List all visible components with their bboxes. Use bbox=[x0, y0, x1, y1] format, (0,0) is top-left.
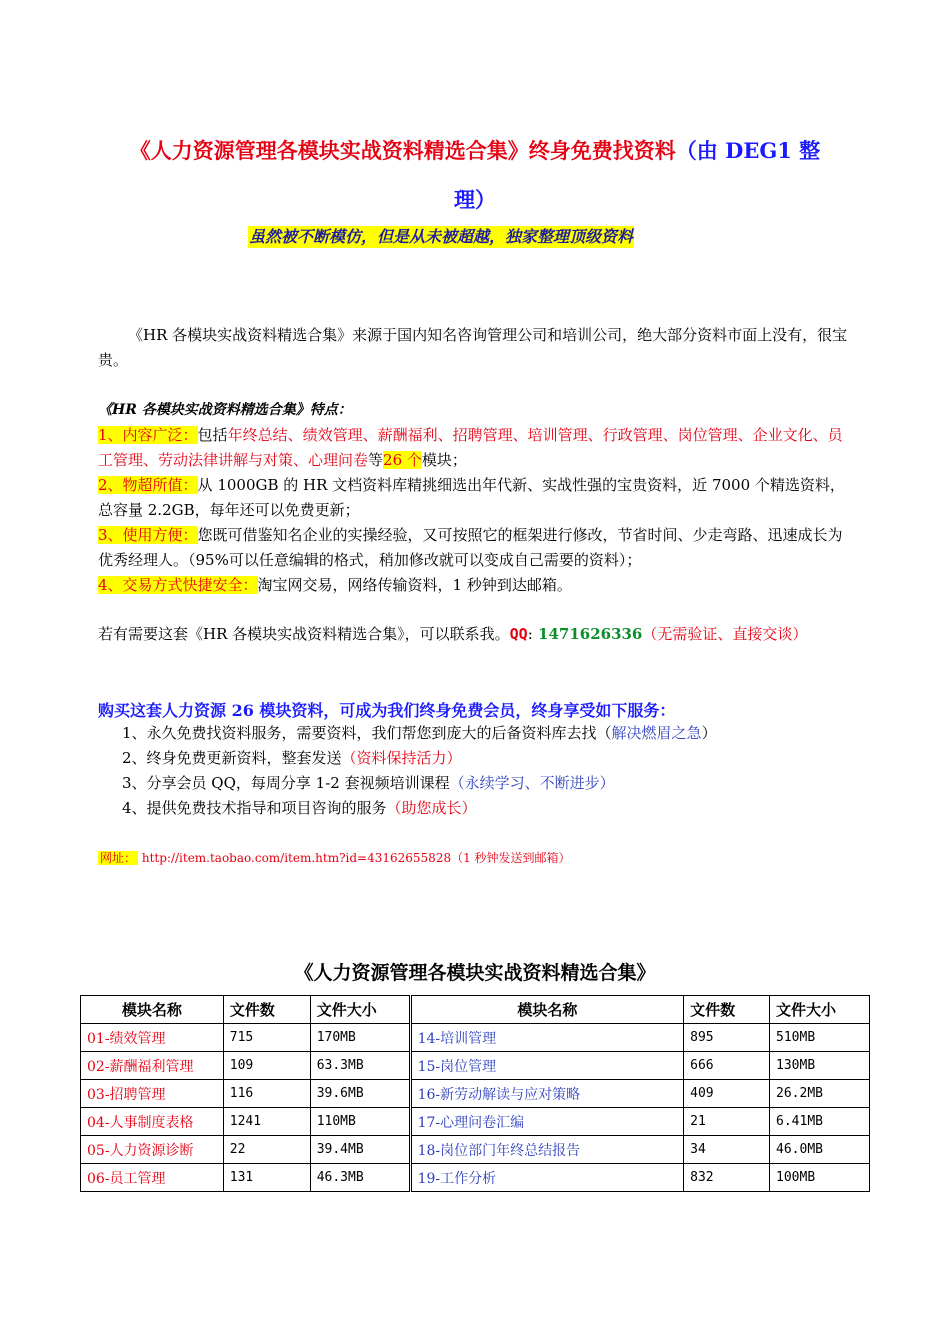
file-size-cell: 26.2MB bbox=[770, 1080, 870, 1108]
module-name-cell: 14-培训管理 bbox=[410, 1024, 684, 1052]
service-4 bbox=[122, 796, 477, 821]
header-module-name: 模块名称 bbox=[81, 996, 224, 1024]
feature-2-label: 2、物超所值： bbox=[98, 476, 198, 494]
file-count-cell: 116 bbox=[223, 1080, 310, 1108]
table-row bbox=[81, 1108, 870, 1136]
table-row bbox=[81, 1136, 870, 1164]
file-size-cell: 63.3MB bbox=[310, 1052, 410, 1080]
feature-3 bbox=[98, 523, 852, 573]
feature-4 bbox=[98, 573, 852, 598]
service-1-end: ） bbox=[701, 724, 717, 742]
file-count-cell: 666 bbox=[684, 1052, 770, 1080]
feature-1-modules: 年终总结、绩效管理、薪酬福利、招聘管理、培训管理、行政管理、岗位管理、企业文化、员工管理、劳动法律讲解与对策、心理问卷 bbox=[98, 426, 843, 469]
service-3 bbox=[122, 771, 615, 796]
header-file-size-2: 文件大小 bbox=[770, 996, 870, 1024]
service-3-text: 3、分享会员 QQ，每周分享 1-2 套视频培训课程 bbox=[122, 774, 450, 792]
file-count-cell: 409 bbox=[684, 1080, 770, 1108]
file-count-cell: 109 bbox=[223, 1052, 310, 1080]
file-size-cell: 46.3MB bbox=[310, 1164, 410, 1192]
file-count-cell: 1241 bbox=[223, 1108, 310, 1136]
intro-text: 《HR 各模块实战资料精选合集》来源于国内知名咨询管理公司和培训公司，绝大部分资料市面上没有，很宝贵。 bbox=[98, 326, 848, 369]
qq-number: 1471626336 bbox=[532, 625, 643, 643]
file-count-cell: 715 bbox=[223, 1024, 310, 1052]
membership-heading: 购买这套人力资源 26 模块资料，可成为我们终身免费会员，终身享受如下服务： bbox=[98, 701, 676, 720]
feature-2-text: 从 1000GB 的 HR 文档资料库精挑细选出年代新、实战性强的宝贵资料，近 7000 个精选资料，总容量 2.2GB，每年还可以免费更新； bbox=[98, 476, 845, 519]
module-name-cell: 05-人力资源诊断 bbox=[81, 1136, 224, 1164]
table-row bbox=[81, 1080, 870, 1108]
module-name-cell: 03-招聘管理 bbox=[81, 1080, 224, 1108]
feature-1-mid: 等 bbox=[368, 451, 384, 469]
file-count-cell: 131 bbox=[223, 1164, 310, 1192]
module-name-cell: 06-员工管理 bbox=[81, 1164, 224, 1192]
feature-1-pre: 包括 bbox=[197, 426, 228, 444]
title-blue-part: （由 DEG1 整 bbox=[675, 138, 821, 163]
feature-1-label: 1、内容广泛： bbox=[98, 426, 198, 444]
module-name-cell: 16-新劳动解读与应对策略 bbox=[410, 1080, 684, 1108]
header-file-count: 文件数 bbox=[223, 996, 310, 1024]
intro-paragraph bbox=[98, 323, 852, 373]
url-line bbox=[98, 849, 571, 866]
file-size-cell: 46.0MB bbox=[770, 1136, 870, 1164]
contact-line bbox=[98, 622, 852, 647]
table-row bbox=[81, 1052, 870, 1080]
url-link[interactable]: http://item.taobao.com/item.htm?id=43162655828 bbox=[141, 851, 452, 865]
contact-note: （无需验证、直接交谈） bbox=[642, 625, 808, 643]
file-count-cell: 832 bbox=[684, 1164, 770, 1192]
modules-table bbox=[80, 995, 870, 1192]
file-size-cell: 100MB bbox=[770, 1164, 870, 1192]
service-1-note: 解决燃眉之急 bbox=[611, 724, 702, 742]
document-title-continued bbox=[100, 185, 850, 215]
document-title bbox=[100, 136, 850, 166]
service-2-text: 2、终身免费更新资料，整套发送 bbox=[122, 749, 342, 767]
service-2 bbox=[122, 746, 462, 771]
feature-1-count: 26 个 bbox=[383, 451, 422, 469]
module-name-cell: 18-岗位部门年终总结报告 bbox=[410, 1136, 684, 1164]
title-red-part: 《人力资源管理各模块实战资料精选合集》终身免费找资料 bbox=[129, 138, 676, 163]
file-size-cell: 39.6MB bbox=[310, 1080, 410, 1108]
file-count-cell: 21 bbox=[684, 1108, 770, 1136]
feature-2 bbox=[98, 473, 852, 523]
file-size-cell: 130MB bbox=[770, 1052, 870, 1080]
module-name-cell: 01-绩效管理 bbox=[81, 1024, 224, 1052]
contact-text: 若有需要这套《HR 各模块实战资料精选合集》，可以联系我。 bbox=[98, 625, 510, 643]
table-row bbox=[81, 1164, 870, 1192]
module-name-cell: 04-人事制度表格 bbox=[81, 1108, 224, 1136]
contact-paragraph bbox=[98, 622, 852, 647]
qq-colon: : bbox=[527, 625, 533, 643]
feature-3-text: 您既可借鉴知名企业的实操经验，又可按照它的框架进行修改，节省时间、少走弯路、迅速成长为优秀经理人。（95%可以任意编辑的格式，稍加修改就可以变成自己需要的资料）； bbox=[98, 526, 843, 569]
module-name-cell: 15-岗位管理 bbox=[410, 1052, 684, 1080]
features-section bbox=[98, 398, 852, 598]
service-1-text: 1、永久免费找资料服务，需要资料，我们帮您到庞大的后备资料库去找（ bbox=[122, 724, 612, 742]
file-size-cell: 170MB bbox=[310, 1024, 410, 1052]
header-file-size: 文件大小 bbox=[310, 996, 410, 1024]
service-3-note: （永续学习、不断进步） bbox=[449, 774, 615, 792]
file-size-cell: 39.4MB bbox=[310, 1136, 410, 1164]
module-name-cell: 02-薪酬福利管理 bbox=[81, 1052, 224, 1080]
file-count-cell: 895 bbox=[684, 1024, 770, 1052]
qq-label: QQ bbox=[509, 625, 528, 643]
table-header-row bbox=[81, 996, 870, 1024]
file-count-cell: 22 bbox=[223, 1136, 310, 1164]
feature-4-label: 4、交易方式快捷安全： bbox=[98, 576, 258, 594]
file-count-cell: 34 bbox=[684, 1136, 770, 1164]
service-4-note: （助您成长） bbox=[386, 799, 477, 817]
features-title: 《HR 各模块实战资料精选合集》特点： bbox=[98, 402, 352, 418]
file-size-cell: 6.41MB bbox=[770, 1108, 870, 1136]
module-name-cell: 17-心理问卷汇编 bbox=[410, 1108, 684, 1136]
feature-4-text: 淘宝网交易，网络传输资料，1 秒钟到达邮箱。 bbox=[257, 576, 572, 594]
document-subtitle: 虽然被不断模仿，但是从未被超越，独家整理顶级资料 bbox=[249, 227, 634, 246]
file-size-cell: 110MB bbox=[310, 1108, 410, 1136]
title-blue-part-2: 理） bbox=[454, 187, 496, 212]
table-row bbox=[81, 1024, 870, 1052]
file-size-cell: 510MB bbox=[770, 1024, 870, 1052]
service-2-note: （资料保持活力） bbox=[341, 749, 462, 767]
module-name-cell: 19-工作分析 bbox=[410, 1164, 684, 1192]
feature-1-post: 模块； bbox=[421, 451, 467, 469]
table-title: 《人力资源管理各模块实战资料精选合集》 bbox=[294, 962, 656, 984]
feature-3-label: 3、使用方便： bbox=[98, 526, 198, 544]
url-label: 网址： bbox=[100, 851, 137, 865]
url-note: （1 秒钟发送到邮箱） bbox=[451, 851, 571, 865]
service-1 bbox=[122, 721, 717, 746]
service-4-text: 4、提供免费技术指导和项目咨询的服务 bbox=[122, 799, 387, 817]
header-module-name-2: 模块名称 bbox=[410, 996, 684, 1024]
feature-1 bbox=[98, 423, 852, 473]
header-file-count-2: 文件数 bbox=[684, 996, 770, 1024]
